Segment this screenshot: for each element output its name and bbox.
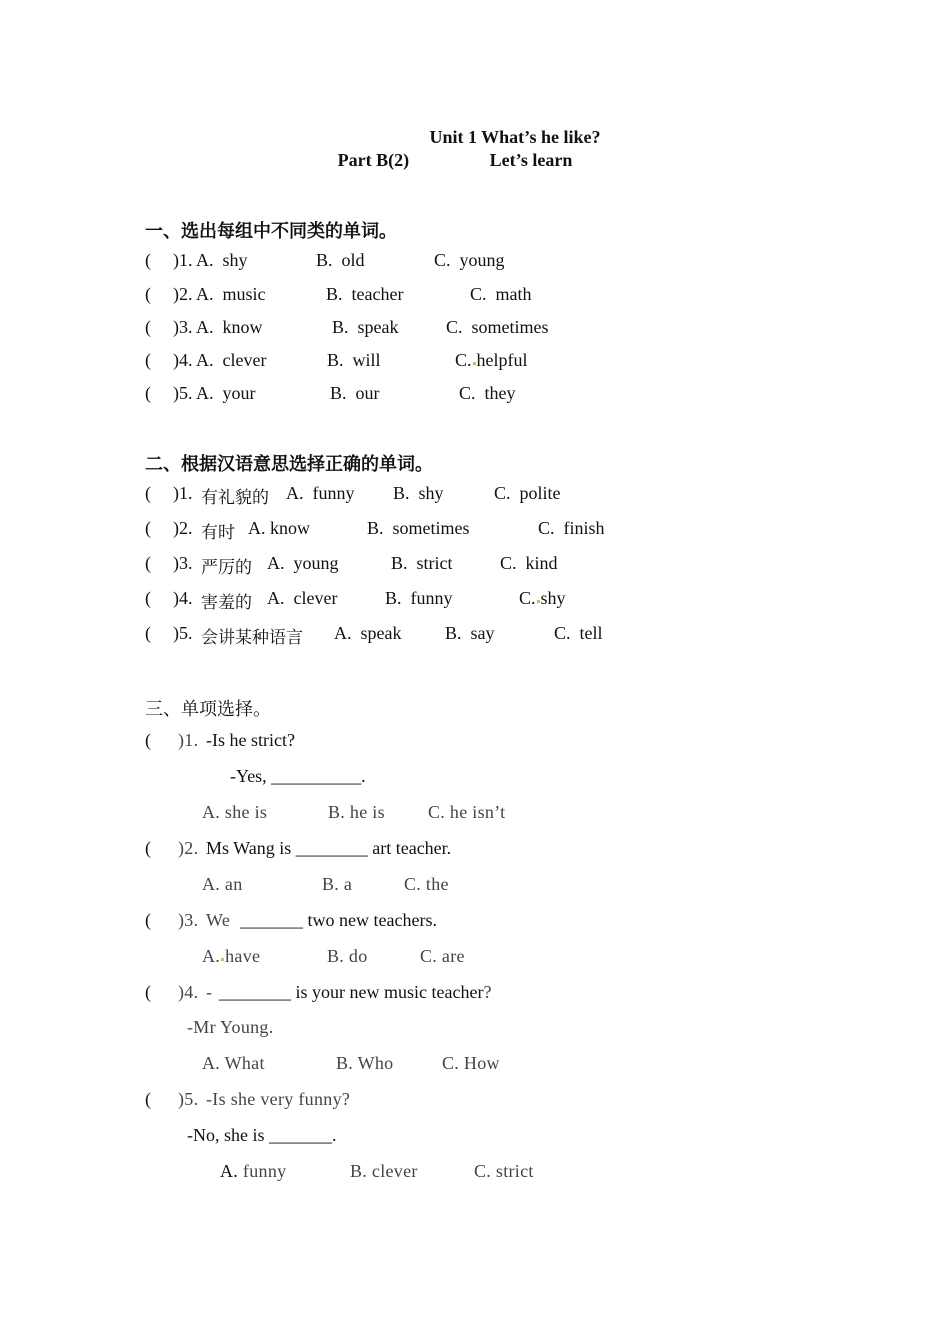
answer-paren[interactable]: ( [145, 982, 151, 1002]
section3-q3 [0, 910, 950, 938]
option-c: C. the [404, 874, 449, 894]
option-a: A. an [202, 874, 243, 894]
question-text-start: We [206, 910, 231, 930]
highlight-mark [221, 958, 224, 961]
section3-q1 [0, 730, 950, 758]
option-a: A. she is [202, 802, 268, 822]
section1-item-4 [0, 350, 950, 378]
section3-title: 三、单项选择。 [145, 699, 271, 720]
option-a [220, 1161, 286, 1182]
item-number: )3. [173, 553, 193, 573]
question-text: -Is he strict? [206, 730, 295, 750]
option-b: B. teacher [326, 284, 404, 304]
option-b: B. say [445, 623, 495, 643]
question-text [219, 982, 492, 1003]
option-c: C. How [442, 1053, 500, 1073]
option-a: A. know [248, 518, 310, 538]
section1-item-5 [0, 383, 950, 411]
question-mark: ? [341, 1089, 351, 1109]
option-b: B. old [316, 250, 365, 270]
question-number: )1. [178, 730, 199, 750]
option-c: C. tell [554, 623, 603, 643]
answer-paren[interactable]: ( [145, 588, 151, 608]
chinese-meaning: 有礼貌的 [201, 488, 269, 508]
section2-title: 二、根据汉语意思选择正确的单词。 [145, 454, 433, 475]
option-c: C. he isn’t [428, 802, 506, 822]
option-c: C. sometimes [446, 317, 549, 337]
answer-line: -No, she is _______. [187, 1125, 337, 1145]
section1-title: 一、选出每组中不同类的单词。 [145, 221, 397, 242]
part-title [0, 150, 950, 171]
section3-q4-options [0, 1053, 950, 1081]
section3-q5 [0, 1089, 950, 1117]
answer-paren[interactable]: ( [145, 350, 151, 370]
option-c-letter: C. [455, 350, 472, 370]
question-text-main: -Is she very funny [206, 1089, 342, 1109]
option-a-letter: A. [220, 1161, 239, 1181]
chinese-meaning: 严厉的 [201, 558, 252, 578]
answer-paren[interactable]: ( [145, 1089, 151, 1109]
unit-title [0, 127, 950, 148]
chinese-meaning: 害羞的 [201, 593, 252, 613]
answer-paren[interactable]: ( [145, 483, 151, 503]
section2-item-2 [0, 518, 950, 546]
option-c-word: helpful [476, 350, 528, 370]
answer-paren[interactable]: ( [145, 250, 151, 270]
section3-q4-answer-line [0, 1017, 950, 1045]
option-a [202, 946, 260, 967]
answer-line: -Mr Young. [187, 1017, 274, 1037]
question-number: )5. [178, 1089, 199, 1109]
option-a: )5. A. your [173, 383, 256, 403]
option-c: C. math [470, 284, 532, 304]
option-b: B. do [327, 946, 368, 966]
section2-item-5 [0, 623, 950, 651]
section1-item-2 [0, 284, 950, 312]
section2-item-4 [0, 588, 950, 616]
item-number: )1. [173, 483, 193, 503]
section3-q2 [0, 838, 950, 866]
option-c: C. are [420, 946, 465, 966]
lesson-label: Let’s learn [489, 150, 573, 170]
section3-q1-options [0, 802, 950, 830]
section3-q3-options [0, 946, 950, 974]
option-c: C. strict [474, 1161, 534, 1181]
option-c [519, 588, 566, 609]
option-a: )2. A. music [173, 284, 266, 304]
option-b: B. shy [393, 483, 444, 503]
option-c: C. they [459, 383, 516, 403]
answer-line: -Yes, __________. [230, 766, 366, 786]
item-number: )4. [173, 588, 193, 608]
section2-item-1 [0, 483, 950, 511]
section3-q5-options [0, 1161, 950, 1189]
option-b: B. he is [328, 802, 385, 822]
highlight-mark [537, 600, 540, 603]
part-label: Part B(2) [337, 150, 410, 170]
option-a: A. speak [334, 623, 402, 643]
option-b: B. strict [391, 553, 453, 573]
section3-q5-answer-line [0, 1125, 950, 1153]
answer-paren[interactable]: ( [145, 383, 151, 403]
option-a-word: funny [242, 1161, 287, 1181]
option-c [455, 350, 528, 371]
option-c: C. kind [500, 553, 558, 573]
question-text-main: ________ is your new music teacher [219, 982, 484, 1002]
option-a-letter: A. [202, 946, 221, 966]
option-a: )3. A. know [173, 317, 263, 337]
answer-paren[interactable]: ( [145, 910, 151, 930]
option-c: C. finish [538, 518, 605, 538]
option-c-letter: C. [519, 588, 536, 608]
question-dash: - [206, 982, 213, 1002]
option-b: B. clever [350, 1161, 418, 1181]
option-a: A. young [267, 553, 339, 573]
section3-q1-answer-line [0, 766, 950, 794]
option-b: B. our [330, 383, 380, 403]
section3-q4 [0, 982, 950, 1010]
option-a: )1. A. shy [173, 250, 248, 270]
section2-item-3 [0, 553, 950, 581]
option-a: )4. A. clever [173, 350, 267, 370]
option-b: B. funny [385, 588, 453, 608]
question-text: Ms Wang is ________ art teacher. [206, 838, 452, 858]
item-number: )2. [173, 518, 193, 538]
option-a: A. clever [267, 588, 338, 608]
option-a: A. What [202, 1053, 265, 1073]
question-number: )3. [178, 910, 199, 930]
section3-q2-options [0, 874, 950, 902]
option-a: A. funny [286, 483, 355, 503]
option-c: C. young [434, 250, 505, 270]
section1-item-1 [0, 250, 950, 278]
chinese-meaning: 有时 [201, 523, 235, 543]
option-b: B. sometimes [367, 518, 470, 538]
question-text: _______ two new teachers. [240, 910, 437, 930]
question-mark: ? [483, 982, 492, 1002]
answer-paren[interactable]: ( [145, 284, 151, 304]
option-c-word: shy [540, 588, 566, 608]
highlight-mark [473, 362, 476, 365]
question-text [206, 1089, 350, 1110]
section1-item-3 [0, 317, 950, 345]
answer-paren[interactable]: ( [145, 518, 151, 538]
answer-paren[interactable]: ( [145, 730, 151, 750]
answer-paren[interactable]: ( [145, 623, 151, 643]
option-b: B. speak [332, 317, 399, 337]
answer-paren[interactable]: ( [145, 553, 151, 573]
option-a-word: have [225, 946, 261, 966]
item-number: )5. [173, 623, 193, 643]
question-number: )2. [178, 838, 199, 858]
unit-title-text: Unit 1 What’s he like? [429, 127, 601, 147]
option-b: B. a [322, 874, 353, 894]
option-b: B. will [327, 350, 381, 370]
chinese-meaning: 会讲某种语言 [201, 628, 303, 648]
option-b: B. Who [336, 1053, 394, 1073]
question-number: )4. [178, 982, 199, 1002]
option-c: C. polite [494, 483, 561, 503]
answer-paren[interactable]: ( [145, 838, 151, 858]
answer-paren[interactable]: ( [145, 317, 151, 337]
